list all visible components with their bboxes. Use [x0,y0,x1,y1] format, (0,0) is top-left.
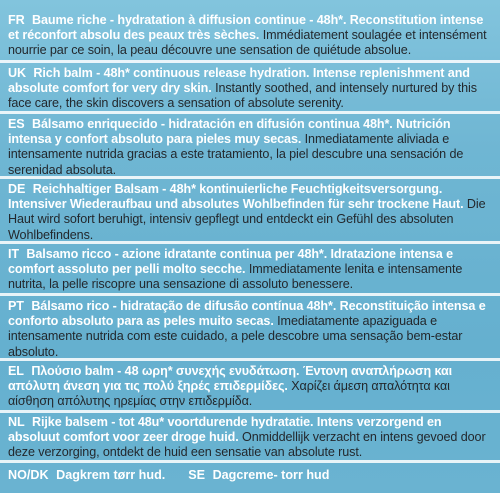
product-title: Πλούσιο balm - 48 ωρη* συνεχής ενυδάτωση. Έντονη αναπλήρωση και απόλυτη άνεση για τις πολύ ξηρές επιδερμίδες. [8,364,453,394]
divider-stripe [0,60,500,63]
language-code: UK [8,66,26,80]
product-description: Onmiddellijk verzacht en intens gevoed door deze verzorging, ontdekt de huid een sensatie van absolute rust. [8,430,486,460]
product-description: Die Haut wird sofort beruhigt, intensiv gepflegt und entdeckt ein Gefühl des absoluten Wohlbefindens. [8,197,486,242]
divider-stripe [0,410,500,413]
product-description: Immédiatement soulagée et intensément nourrie par ce soin, la peau découvre une sensation de quiétude absolue. [8,28,487,58]
product-title: Reichhaltiger Balsam - 48h* kontinuierliche Feuchtigkeitsversorgung. Intensiver Wiederaufbau und absolutes Wohlbefinden für sehr trockene Haut. [8,182,464,212]
language-code: EL [8,364,24,378]
product-title: Rich balm - 48h* continuous release hydration. Intense replenishment and absolute comfort for very dry skin. [8,66,470,96]
language-block-no-dk-se [8,468,492,483]
language-block-it [8,247,492,293]
product-description: Immediatamente lenita e intensamente nutrita, la pelle riscopre una sensazione di assoluto benessere. [8,262,463,292]
language-code: DE [8,182,26,196]
language-code: NL [8,415,25,429]
language-code: NO/DK [8,468,49,482]
language-block-el [8,364,492,410]
language-code: SE [188,468,206,482]
product-description: Inmediatamente aliviada e intensamente nutrida gracias a este tratamiento, la piel descubre una sensación de serenidad absoluta. [8,132,464,177]
language-block-es [8,117,492,178]
product-title: Dagcreme- torr hud [212,468,330,482]
language-block-nl [8,415,492,461]
language-block-pt [8,299,492,360]
language-code: PT [8,299,24,313]
language-code: IT [8,247,19,261]
language-block-uk [8,66,492,112]
product-description: Imediatamente apaziguada e intensamente nutrida com este cuidado, a pele descobre uma sensação bem-estar absoluto. [8,314,463,359]
product-description: Instantly soothed, and intensely nurtured by this face care, the skin discovers a sensation of absolute serenity. [8,81,477,111]
language-code: FR [8,13,25,27]
product-title: Rijke balsem - tot 48u* voortdurende hydratatie. Intens verzorgend en absoluut comfort voor zeer droge huid. [8,415,442,445]
language-block-fr [8,13,492,59]
product-title: Bálsamo enriquecido - hidratación en difusión continua 48h*. Nutrición intensa y confort absoluto para pieles muy secas. [8,117,451,147]
product-title: Balsamo ricco - azione idratante continua per 48h*. Idratazione intensa e comfort assoluto per pelli molto secche. [8,247,454,277]
language-code: ES [8,117,25,131]
product-title: Bálsamo rico - hidratação de difusão contínua 48h*. Reconstituição intensa e conforto absoluto para as peles muito secas. [8,299,486,329]
product-title: Baume riche - hydratation à diffusion continue - 48h*. Reconstitution intense et réconfort absolu des peaux très sèches. [8,13,484,43]
divider-stripe [0,293,500,296]
product-description: Χαρίζει άμεση απαλότητα και αίσθηση απόλυτης ηρεμίας στην επιδερμίδα. [8,379,450,409]
product-title: Dagkrem tørr hud. [56,468,166,482]
language-block-de [8,182,492,243]
